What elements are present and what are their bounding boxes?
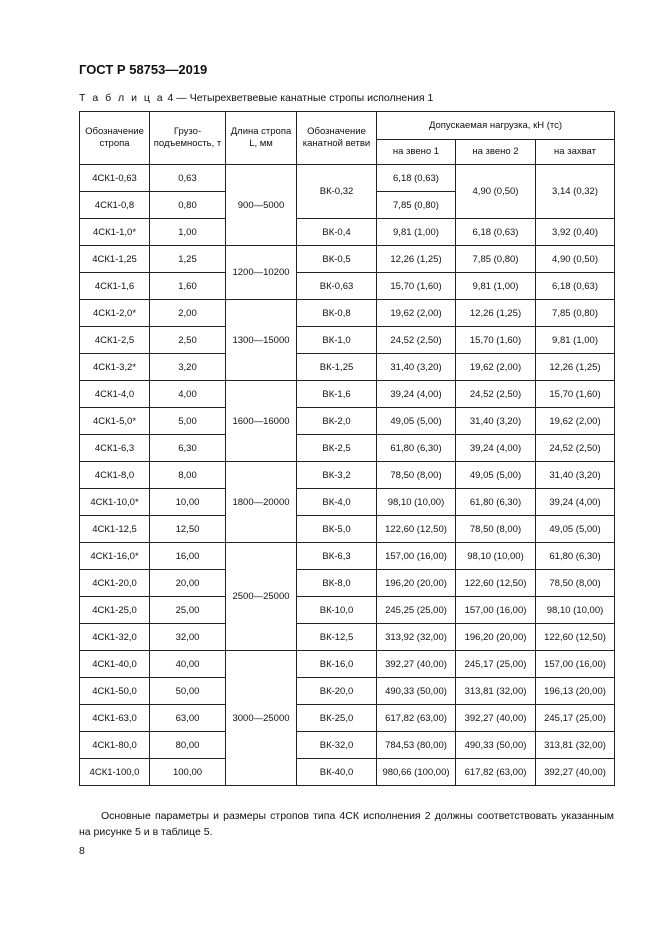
cell-branch: ВК-1,0 [297, 327, 377, 354]
cell-capacity: 1,25 [150, 246, 226, 273]
cell-designation: 4СК1-80,0 [80, 732, 150, 759]
cell-load-hook: 19,62 (2,00) [536, 408, 615, 435]
cell-designation: 4СК1-1,25 [80, 246, 150, 273]
cell-load-link2: 196,20 (20,00) [456, 624, 536, 651]
cell-length: 1600—16000 [226, 381, 297, 462]
table-caption-text: 4 — Четырехветвевые канатные стропы исполнения 1 [167, 92, 434, 104]
cell-load-link1: 61,80 (6,30) [377, 435, 456, 462]
table-row [80, 354, 615, 381]
cell-load-hook: 24,52 (2,50) [536, 435, 615, 462]
cell-designation: 4СК1-10,0* [80, 489, 150, 516]
footer-paragraph: Основные параметры и размеры стропов типа 4СК исполнения 2 должны соответствовать указанным на рисунке 5 и в таблице 5. [79, 810, 614, 838]
cell-load-link2: 4,90 (0,50) [456, 165, 536, 219]
cell-load-link2: 7,85 (0,80) [456, 246, 536, 273]
cell-branch: ВК-40,0 [297, 759, 377, 786]
header-branch: Обозначение канатной ветви [297, 112, 377, 165]
table-row [80, 624, 615, 651]
cell-capacity: 0,80 [150, 192, 226, 219]
cell-length: 1800—20000 [226, 462, 297, 543]
cell-designation: 4СК1-32,0 [80, 624, 150, 651]
cell-designation: 4СК1-1,0* [80, 219, 150, 246]
cell-designation: 4СК1-20,0 [80, 570, 150, 597]
cell-load-hook: 31,40 (3,20) [536, 462, 615, 489]
cell-length: 3000—25000 [226, 651, 297, 786]
cell-load-link2: 24,52 (2,50) [456, 381, 536, 408]
cell-capacity: 100,00 [150, 759, 226, 786]
cell-capacity: 2,50 [150, 327, 226, 354]
table-row [80, 381, 615, 408]
header-designation: Обозначение стропа [80, 112, 150, 165]
cell-capacity: 40,00 [150, 651, 226, 678]
cell-load-link1: 196,20 (20,00) [377, 570, 456, 597]
table-row [80, 597, 615, 624]
cell-load-link1: 15,70 (1,60) [377, 273, 456, 300]
cell-capacity: 1,00 [150, 219, 226, 246]
table-body [80, 165, 615, 786]
page-number: 8 [79, 845, 85, 857]
cell-capacity: 1,60 [150, 273, 226, 300]
cell-load-link2: 61,80 (6,30) [456, 489, 536, 516]
cell-branch: ВК-0,5 [297, 246, 377, 273]
table-row [80, 219, 615, 246]
cell-length: 1300—15000 [226, 300, 297, 381]
cell-load-link2: 98,10 (10,00) [456, 543, 536, 570]
cell-load-hook: 98,10 (10,00) [536, 597, 615, 624]
cell-branch: ВК-5,0 [297, 516, 377, 543]
table-row [80, 543, 615, 570]
cell-load-link2: 9,81 (1,00) [456, 273, 536, 300]
table-row [80, 570, 615, 597]
cell-length: 2500—25000 [226, 543, 297, 651]
cell-capacity: 20,00 [150, 570, 226, 597]
cell-branch: ВК-2,0 [297, 408, 377, 435]
cell-capacity: 25,00 [150, 597, 226, 624]
cell-load-hook: 245,17 (25,00) [536, 705, 615, 732]
cell-load-link1: 157,00 (16,00) [377, 543, 456, 570]
cell-load-link2: 12,26 (1,25) [456, 300, 536, 327]
cell-designation: 4СК1-100,0 [80, 759, 150, 786]
header-link1: на звено 1 [377, 140, 456, 165]
cell-load-link1: 784,53 (80,00) [377, 732, 456, 759]
cell-load-hook: 3,14 (0,32) [536, 165, 615, 219]
cell-designation: 4СК1-4,0 [80, 381, 150, 408]
cell-load-link2: 6,18 (0,63) [456, 219, 536, 246]
table-caption [79, 92, 433, 104]
document-header: ГОСТ Р 58753—2019 [79, 62, 208, 77]
cell-load-hook: 15,70 (1,60) [536, 381, 615, 408]
cell-designation: 4СК1-63,0 [80, 705, 150, 732]
table-caption-prefix: Т а б л и ц а [79, 92, 165, 104]
table-row [80, 300, 615, 327]
cell-branch: ВК-0,4 [297, 219, 377, 246]
cell-load-link1: 6,18 (0,63) [377, 165, 456, 192]
cell-branch: ВК-0,32 [297, 165, 377, 219]
cell-load-link1: 49,05 (5,00) [377, 408, 456, 435]
cell-capacity: 3,20 [150, 354, 226, 381]
cell-branch: ВК-0,8 [297, 300, 377, 327]
cell-load-link1: 122,60 (12,50) [377, 516, 456, 543]
cell-branch: ВК-0,63 [297, 273, 377, 300]
cell-load-hook: 39,24 (4,00) [536, 489, 615, 516]
cell-load-link1: 392,27 (40,00) [377, 651, 456, 678]
cell-load-hook: 49,05 (5,00) [536, 516, 615, 543]
cell-load-link2: 490,33 (50,00) [456, 732, 536, 759]
table-row [80, 705, 615, 732]
cell-load-hook: 9,81 (1,00) [536, 327, 615, 354]
cell-capacity: 50,00 [150, 678, 226, 705]
table-row [80, 408, 615, 435]
cell-load-hook: 6,18 (0,63) [536, 273, 615, 300]
cell-load-link1: 9,81 (1,00) [377, 219, 456, 246]
header-load-group: Допускаемая нагрузка, кН (тс) [377, 112, 615, 140]
cell-load-link2: 49,05 (5,00) [456, 462, 536, 489]
cell-load-hook: 313,81 (32,00) [536, 732, 615, 759]
cell-branch: ВК-25,0 [297, 705, 377, 732]
cell-capacity: 80,00 [150, 732, 226, 759]
cell-capacity: 10,00 [150, 489, 226, 516]
cell-load-hook: 157,00 (16,00) [536, 651, 615, 678]
cell-load-hook: 392,27 (40,00) [536, 759, 615, 786]
cell-branch: ВК-8,0 [297, 570, 377, 597]
cell-designation: 4СК1-50,0 [80, 678, 150, 705]
cell-capacity: 4,00 [150, 381, 226, 408]
cell-designation: 4СК1-5,0* [80, 408, 150, 435]
cell-capacity: 0,63 [150, 165, 226, 192]
table-row [80, 759, 615, 786]
cell-branch: ВК-2,5 [297, 435, 377, 462]
table-row [80, 165, 615, 192]
cell-designation: 4СК1-3,2* [80, 354, 150, 381]
cell-capacity: 5,00 [150, 408, 226, 435]
cell-load-link2: 617,82 (63,00) [456, 759, 536, 786]
table-row [80, 516, 615, 543]
table-row [80, 327, 615, 354]
cell-branch: ВК-12,5 [297, 624, 377, 651]
cell-designation: 4СК1-6,3 [80, 435, 150, 462]
cell-designation: 4СК1-2,5 [80, 327, 150, 354]
cell-load-hook: 122,60 (12,50) [536, 624, 615, 651]
table-row [80, 246, 615, 273]
cell-load-link1: 24,52 (2,50) [377, 327, 456, 354]
cell-designation: 4СК1-40,0 [80, 651, 150, 678]
table-row [80, 678, 615, 705]
cell-branch: ВК-10,0 [297, 597, 377, 624]
cell-load-hook: 3,92 (0,40) [536, 219, 615, 246]
header-capacity: Грузо-подъемность, т [150, 112, 226, 165]
table-row [80, 651, 615, 678]
cell-load-link1: 245,25 (25,00) [377, 597, 456, 624]
cell-load-link2: 15,70 (1,60) [456, 327, 536, 354]
table-row [80, 489, 615, 516]
cell-branch: ВК-32,0 [297, 732, 377, 759]
cell-branch: ВК-1,6 [297, 381, 377, 408]
cell-load-link1: 78,50 (8,00) [377, 462, 456, 489]
table-row [80, 435, 615, 462]
table-row [80, 732, 615, 759]
cell-designation: 4СК1-2,0* [80, 300, 150, 327]
cell-capacity: 8,00 [150, 462, 226, 489]
cell-load-hook: 12,26 (1,25) [536, 354, 615, 381]
table-row [80, 462, 615, 489]
cell-load-link1: 39,24 (4,00) [377, 381, 456, 408]
cell-capacity: 32,00 [150, 624, 226, 651]
header-hook: на захват [536, 140, 615, 165]
cell-load-link1: 490,33 (50,00) [377, 678, 456, 705]
cell-load-link1: 98,10 (10,00) [377, 489, 456, 516]
cell-designation: 4СК1-25,0 [80, 597, 150, 624]
cell-load-link2: 122,60 (12,50) [456, 570, 536, 597]
cell-branch: ВК-20,0 [297, 678, 377, 705]
cell-load-link1: 313,92 (32,00) [377, 624, 456, 651]
cell-capacity: 12,50 [150, 516, 226, 543]
cell-load-hook: 196,13 (20,00) [536, 678, 615, 705]
cell-load-hook: 61,80 (6,30) [536, 543, 615, 570]
cell-capacity: 63,00 [150, 705, 226, 732]
header-link2: на звено 2 [456, 140, 536, 165]
cell-designation: 4СК1-16,0* [80, 543, 150, 570]
slings-table [79, 111, 615, 786]
cell-load-link2: 39,24 (4,00) [456, 435, 536, 462]
cell-load-link2: 78,50 (8,00) [456, 516, 536, 543]
cell-load-link1: 12,26 (1,25) [377, 246, 456, 273]
header-length: Длина стропа L, мм [226, 112, 297, 165]
cell-load-hook: 78,50 (8,00) [536, 570, 615, 597]
cell-load-link1: 980,66 (100,00) [377, 759, 456, 786]
cell-load-link2: 31,40 (3,20) [456, 408, 536, 435]
cell-capacity: 16,00 [150, 543, 226, 570]
cell-load-link1: 19,62 (2,00) [377, 300, 456, 327]
cell-load-link2: 19,62 (2,00) [456, 354, 536, 381]
cell-load-link2: 157,00 (16,00) [456, 597, 536, 624]
cell-designation: 4СК1-0,8 [80, 192, 150, 219]
cell-designation: 4СК1-1,6 [80, 273, 150, 300]
cell-load-link1: 7,85 (0,80) [377, 192, 456, 219]
cell-load-link2: 245,17 (25,00) [456, 651, 536, 678]
cell-load-link1: 31,40 (3,20) [377, 354, 456, 381]
cell-branch: ВК-16,0 [297, 651, 377, 678]
cell-capacity: 2,00 [150, 300, 226, 327]
cell-load-hook: 7,85 (0,80) [536, 300, 615, 327]
cell-branch: ВК-1,25 [297, 354, 377, 381]
cell-capacity: 6,30 [150, 435, 226, 462]
cell-branch: ВК-3,2 [297, 462, 377, 489]
cell-load-link1: 617,82 (63,00) [377, 705, 456, 732]
cell-length: 1200—10200 [226, 246, 297, 300]
cell-load-link2: 392,27 (40,00) [456, 705, 536, 732]
cell-length: 900—5000 [226, 165, 297, 246]
cell-load-link2: 313,81 (32,00) [456, 678, 536, 705]
cell-designation: 4СК1-0,63 [80, 165, 150, 192]
cell-load-hook: 4,90 (0,50) [536, 246, 615, 273]
cell-designation: 4СК1-8,0 [80, 462, 150, 489]
cell-branch: ВК-6,3 [297, 543, 377, 570]
cell-branch: ВК-4,0 [297, 489, 377, 516]
table-row [80, 273, 615, 300]
cell-designation: 4СК1-12,5 [80, 516, 150, 543]
